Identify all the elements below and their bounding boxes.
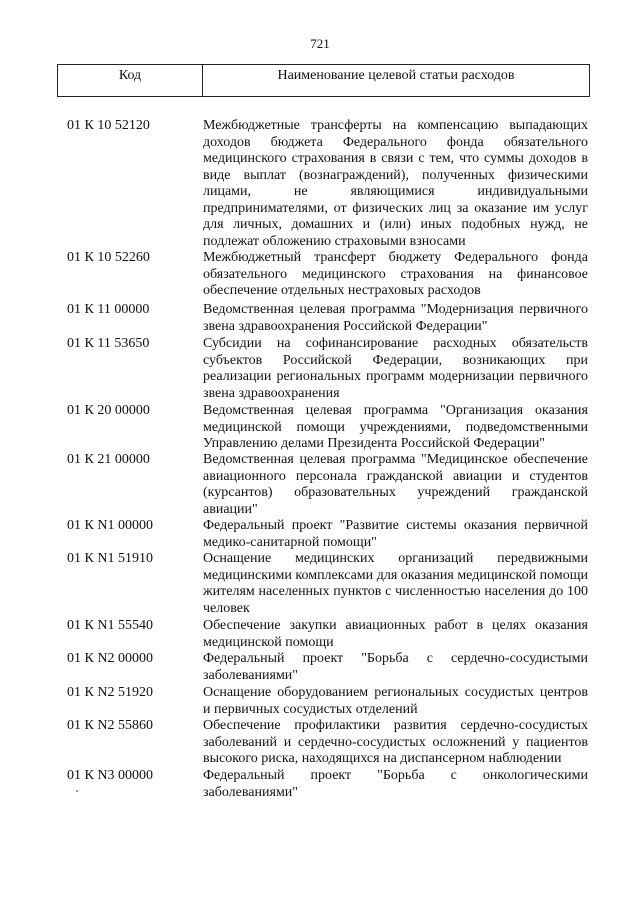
row-name: Межбюджетный трансферт бюджету Федерального фонда обязательного медицинского страхования на финансовое обеспечение отдельных нестраховых расходов (203, 250, 588, 298)
row-name: Обеспечение профилактики развития сердечно-сосудистых заболеваний и сердечно-сосудистых осложнений у пациентов высокого риска, находящихся на диспансерном наблюдении (203, 718, 588, 766)
row-code: 01 К N2 00000 (67, 651, 153, 666)
column-header-code: Код (58, 65, 203, 96)
scan-speck (76, 790, 78, 792)
row-code: 01 К N2 55860 (67, 718, 153, 733)
row-name: Ведомственная целевая программа "Медицинское обеспечение авиационного персонала гражданской авиации и студентов (курсантов) образовательных учреждений гражданской авиации" (203, 452, 588, 517)
column-header-name: Наименование целевой статьи расходов (277, 68, 515, 83)
row-code: 01 К N3 00000 (67, 768, 153, 783)
row-name: Оснащение оборудованием региональных сосудистых центров и первичных сосудистых отделений (203, 685, 588, 717)
row-code: 01 К N1 00000 (67, 518, 153, 533)
row-name: Федеральный проект "Борьба с сердечно-сосудистыми заболеваниями" (203, 651, 588, 683)
row-code: 01 К N2 51920 (67, 685, 153, 700)
row-name: Оснащение медицинских организаций передвижными медицинскими комплексами для оказания медицинской помощи жителям населенных пунктов с численностью населения до 100 человек (203, 551, 588, 616)
row-name: Субсидии на софинансирование расходных обязательств субъектов Российской Федерации, возникающих при реализации региональных программ модернизации первичного звена здравоохранения (203, 336, 588, 401)
page-number: 721 (310, 36, 330, 51)
row-code: 01 К 20 00000 (67, 403, 150, 418)
row-name: Федеральный проект "Развитие системы оказания первичной медико-санитарной помощи" (203, 518, 588, 550)
row-name: Ведомственная целевая программа "Модернизация первичного звена здравоохранения Российской Федерации" (203, 302, 588, 334)
row-code: 01 К 10 52120 (67, 118, 150, 133)
row-name: Обеспечение закупки авиационных работ в целях оказания медицинской помощи (203, 618, 588, 650)
table-header (57, 64, 590, 97)
row-code: 01 К N1 55540 (67, 618, 153, 633)
row-code: 01 К N1 51910 (67, 551, 153, 566)
row-name: Межбюджетные трансферты на компенсацию выпадающих доходов бюджета Федерального фонда обязательного медицинского страхования в связи с тем, что суммы доходов в виде выплат (вознаграждений), полученных физическими лицами, не являющимися индивидуальными предпринимателями, от физических лиц за оказание им услуг для личных, домашних и (или) иных подобных нужд, не подлежат обложению страховыми взносами (203, 118, 588, 249)
row-name: Ведомственная целевая программа "Организация оказания медицинской помощи учреждениями, подведомственными Управлению делами Президента Российской Федерации" (203, 403, 588, 451)
row-name: Федеральный проект "Борьба с онкологическими заболеваниями" (203, 768, 588, 800)
row-code: 01 К 10 52260 (67, 250, 150, 265)
row-code: 01 К 11 00000 (67, 302, 150, 317)
row-code: 01 К 21 00000 (67, 452, 150, 467)
row-code: 01 К 11 53650 (67, 336, 150, 351)
